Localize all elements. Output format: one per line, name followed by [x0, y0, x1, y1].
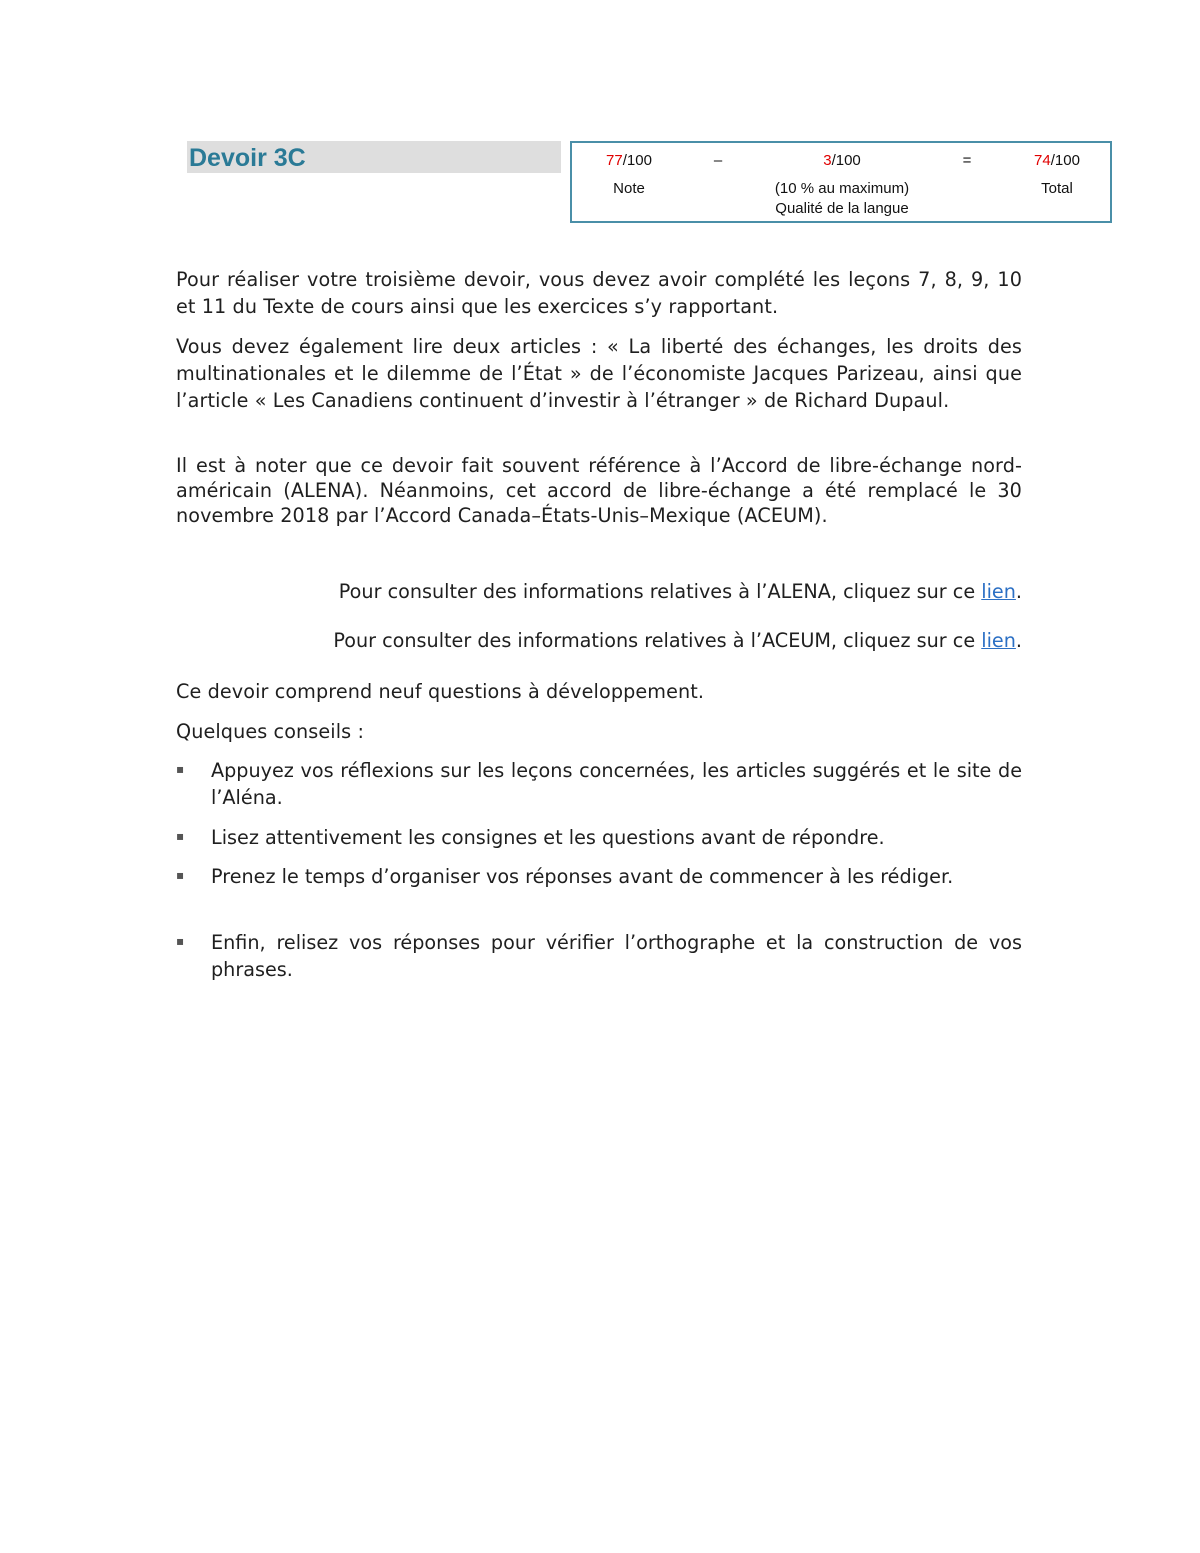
- equals-sign: =: [962, 152, 972, 169]
- bullet-icon: ▪: [176, 829, 185, 843]
- aceum-link-line: [176, 627, 1022, 654]
- page-title: Devoir 3C: [189, 144, 306, 172]
- tips-heading: Quelques conseils :: [176, 720, 365, 743]
- total-score: [1022, 151, 1092, 171]
- bullet-icon: ▪: [176, 934, 185, 948]
- intro-paragraph: Pour réaliser votre troisième devoir, vous devez avoir complété les leçons 7, 8, 9, 10 et 11 du Texte de cours ainsi que les exercices s’y rapportant.: [176, 268, 1022, 318]
- langue-label-max: (10 % au maximum): [774, 180, 910, 197]
- aceum-period: .: [1015, 629, 1022, 652]
- alena-link-line: [176, 578, 1022, 605]
- note-score: [594, 151, 664, 171]
- articles-paragraph: Vous devez également lire deux articles : « La liberté des échanges, les droits des multinationales et le dilemme de l’État » de l’économiste Jacques Parizeau, ainsi que l’article « Les Canadiens continuent d’investir à l’étranger » de Richard Dupaul.: [176, 335, 1022, 412]
- bullet-icon: ▪: [176, 868, 185, 882]
- alena-link[interactable]: lien: [981, 580, 1016, 603]
- langue-value: 3: [823, 152, 832, 169]
- alena-period: .: [1015, 580, 1022, 603]
- list-item: Enfin, relisez vos réponses pour vérifier l’orthographe et la construction de vos phrases.: [211, 931, 1022, 981]
- list-item: Prenez le temps d’organiser vos réponses avant de commencer à les rédiger.: [211, 865, 954, 888]
- total-denominator: /100: [1050, 152, 1080, 169]
- langue-denominator: /100: [831, 152, 861, 169]
- minus-sign: –: [713, 152, 723, 169]
- aceum-link-text: Pour consulter des informations relatives à l’ACEUM, cliquez sur ce: [333, 629, 982, 652]
- list-item: Lisez attentivement les consignes et les questions avant de répondre.: [211, 826, 885, 849]
- questions-paragraph: Ce devoir comprend neuf questions à développement.: [176, 680, 705, 703]
- alena-link-text: Pour consulter des informations relatives à l’ALENA, cliquez sur ce: [338, 580, 982, 603]
- total-value: 74: [1034, 152, 1051, 169]
- bullet-icon: ▪: [176, 762, 185, 776]
- total-label: Total: [1041, 180, 1073, 197]
- aceum-link[interactable]: lien: [981, 629, 1016, 652]
- score-table: [570, 141, 1112, 223]
- list-item: Appuyez vos réflexions sur les leçons concernées, les articles suggérés et le site de l’Aléna.: [211, 759, 1022, 809]
- langue-score: [772, 151, 912, 171]
- langue-label: Qualité de la langue: [775, 200, 909, 217]
- alena-note-paragraph: Il est à noter que ce devoir fait souvent référence à l’Accord de libre-échange nord-américain (ALENA). Néanmoins, cet accord de libre-échange a été remplacé le 30 novembre 2018 par l’Accord Canada–États-Unis–Mexique (ACEUM).: [176, 454, 1022, 527]
- note-label: Note: [613, 180, 645, 197]
- note-value: 77: [606, 152, 623, 169]
- note-denominator: /100: [622, 152, 652, 169]
